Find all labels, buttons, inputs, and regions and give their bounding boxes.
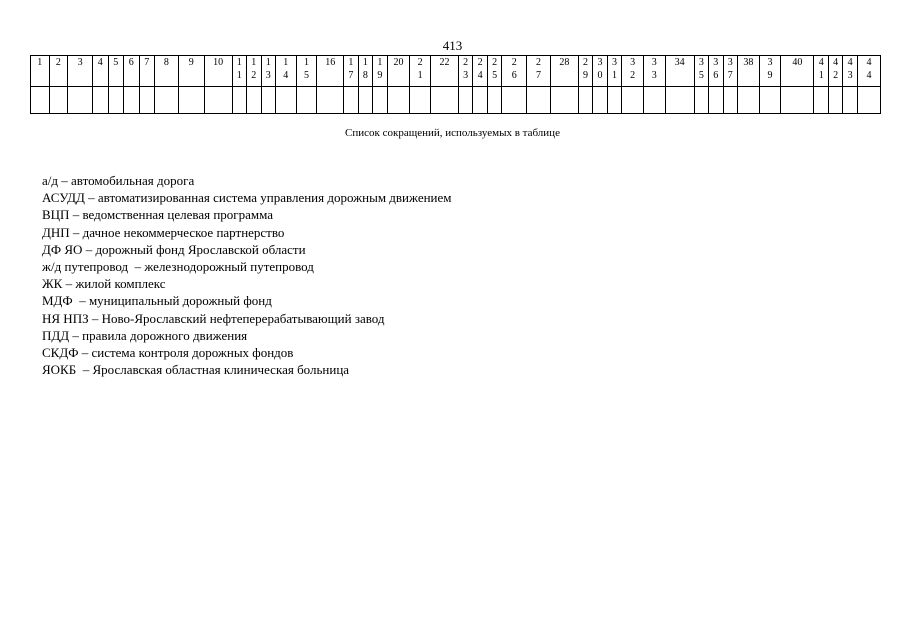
column-number-digit: 7 — [536, 70, 542, 81]
empty-cell — [458, 87, 472, 114]
column-number-digit: 4 — [833, 57, 839, 68]
column-number-cell — [458, 56, 472, 87]
column-number-digit: 3 — [651, 57, 657, 68]
column-number-digit: 2 — [477, 57, 483, 68]
empty-cell — [261, 87, 275, 114]
column-number-digit: 1 — [303, 57, 309, 68]
column-number-digit: 2 — [833, 70, 839, 81]
empty-cell — [502, 87, 527, 114]
empty-cell — [296, 87, 317, 114]
column-number-digit: 2 — [251, 70, 257, 81]
empty-cell — [622, 87, 644, 114]
column-number-digit: 2 — [511, 57, 517, 68]
empty-cell — [759, 87, 781, 114]
abbreviation-item: ЯОКБ – Ярославская областная клиническая больница — [42, 362, 350, 378]
empty-cell — [124, 87, 140, 114]
column-number-digit: 6 — [128, 57, 134, 68]
abbreviation-item: ЖК – жилой комплекс — [42, 276, 166, 292]
column-number-digit: 1 — [236, 57, 242, 68]
column-number-digit: 3 — [630, 57, 636, 68]
column-number-cell — [607, 56, 621, 87]
column-number-cell — [502, 56, 527, 87]
column-number-cell — [857, 56, 880, 87]
column-number-cell — [296, 56, 317, 87]
column-number-cell — [737, 56, 759, 87]
empty-cell — [139, 87, 155, 114]
column-number-cell — [68, 56, 93, 87]
empty-cell — [737, 87, 759, 114]
column-number-digit: 6 — [511, 70, 517, 81]
abbreviation-list — [42, 172, 452, 378]
column-number-digit: 1 — [818, 70, 824, 81]
empty-cell — [358, 87, 372, 114]
column-number-cell — [694, 56, 708, 87]
column-number-digit: 28 — [559, 57, 570, 68]
column-number-digit: 3 — [847, 70, 853, 81]
column-number-cell — [593, 56, 607, 87]
column-number-digit: 5 — [698, 70, 704, 81]
column-number-digit: 5 — [303, 70, 309, 81]
empty-cell — [527, 87, 551, 114]
abbreviation-item: СКДФ – система контроля дорожных фондов — [42, 345, 294, 361]
empty-cell — [814, 87, 828, 114]
empty-cell — [410, 87, 431, 114]
column-number-cell — [473, 56, 487, 87]
column-number-digit: 4 — [818, 57, 824, 68]
empty-data-row — [31, 87, 881, 114]
column-number-digit: 9 — [188, 57, 194, 68]
column-number-cell — [828, 56, 842, 87]
column-number-cell — [709, 56, 723, 87]
column-number-digit: 1 — [251, 57, 257, 68]
empty-cell — [204, 87, 232, 114]
column-number-cell — [387, 56, 410, 87]
column-number-digit: 0 — [597, 70, 603, 81]
column-number-digit: 4 — [866, 70, 872, 81]
column-number-digit: 1 — [362, 57, 368, 68]
column-number-cell — [622, 56, 644, 87]
empty-cell — [665, 87, 694, 114]
column-number-digit: 9 — [583, 70, 589, 81]
column-number-digit: 38 — [743, 57, 754, 68]
column-number-cell — [49, 56, 68, 87]
empty-cell — [49, 87, 68, 114]
empty-cell — [607, 87, 621, 114]
empty-cell — [373, 87, 387, 114]
column-number-digit: 7 — [144, 57, 150, 68]
column-number-cell — [814, 56, 828, 87]
column-number-digit: 40 — [792, 57, 803, 68]
empty-cell — [550, 87, 578, 114]
empty-cell — [643, 87, 665, 114]
column-number-digit: 8 — [362, 70, 368, 81]
column-number-digit: 2 — [630, 70, 636, 81]
empty-cell — [178, 87, 204, 114]
column-number-digit: 2 — [492, 57, 498, 68]
column-number-cell — [527, 56, 551, 87]
column-number-digit: 6 — [713, 70, 719, 81]
column-number-row — [31, 56, 881, 87]
column-number-digit: 3 — [77, 57, 83, 68]
empty-cell — [781, 87, 814, 114]
column-number-cell — [665, 56, 694, 87]
abbreviation-item: ПДД – правила дорожного движения — [42, 327, 248, 343]
column-number-digit: 4 — [97, 57, 103, 68]
empty-cell — [473, 87, 487, 114]
empty-cell — [843, 87, 857, 114]
column-number-digit: 2 — [583, 57, 589, 68]
column-number-cell — [275, 56, 296, 87]
column-number-cell — [93, 56, 109, 87]
abbreviation-item: ДФ ЯО – дорожный фонд Ярославской области — [42, 241, 306, 257]
column-number-cell — [108, 56, 124, 87]
column-number-digit: 4 — [866, 57, 872, 68]
empty-cell — [344, 87, 358, 114]
abbreviation-item: а/д – автомобильная дорога — [42, 173, 195, 188]
column-number-cell — [178, 56, 204, 87]
column-number-cell — [124, 56, 140, 87]
abbreviations-caption: Список сокращений, используемых в таблице — [345, 127, 560, 139]
column-number-cell — [487, 56, 501, 87]
abbreviation-item: МДФ – муниципальный дорожный фонд — [42, 293, 272, 309]
empty-cell — [857, 87, 880, 114]
column-number-digit: 34 — [674, 57, 685, 68]
column-number-cell — [31, 56, 50, 87]
empty-cell — [694, 87, 708, 114]
column-number-digit: 2 — [536, 57, 542, 68]
column-number-digit: 1 — [377, 57, 383, 68]
column-number-cell — [410, 56, 431, 87]
empty-cell — [709, 87, 723, 114]
column-number-cell — [759, 56, 781, 87]
column-number-digit: 1 — [611, 70, 617, 81]
column-number-digit: 2 — [55, 57, 61, 68]
column-number-digit: 3 — [698, 57, 704, 68]
empty-cell — [593, 87, 607, 114]
column-number-cell — [261, 56, 275, 87]
column-number-cell — [204, 56, 232, 87]
column-number-cell — [247, 56, 261, 87]
column-number-cell — [550, 56, 578, 87]
column-number-cell — [155, 56, 179, 87]
column-number-cell — [781, 56, 814, 87]
column-number-digit: 3 — [265, 70, 271, 81]
column-number-digit: 20 — [393, 57, 404, 68]
column-number-digit: 5 — [492, 70, 498, 81]
column-number-digit: 16 — [325, 57, 336, 68]
column-number-digit: 4 — [477, 70, 483, 81]
column-number-digit: 2 — [417, 57, 423, 68]
column-number-digit: 3 — [597, 57, 603, 68]
abbreviation-item: ДНП – дачное некоммерческое партнерство — [42, 224, 285, 240]
empty-cell — [31, 87, 50, 114]
column-number-digit: 3 — [611, 57, 617, 68]
column-number-cell — [358, 56, 372, 87]
column-number-cell — [431, 56, 459, 87]
column-number-cell — [578, 56, 592, 87]
column-number-digit: 7 — [348, 70, 354, 81]
empty-cell — [275, 87, 296, 114]
empty-cell — [487, 87, 501, 114]
empty-cell — [387, 87, 410, 114]
empty-cell — [578, 87, 592, 114]
column-number-cell — [344, 56, 358, 87]
column-number-digit: 1 — [417, 70, 423, 81]
empty-cell — [247, 87, 261, 114]
column-number-digit: 7 — [727, 70, 733, 81]
empty-cell — [431, 87, 459, 114]
empty-cell — [93, 87, 109, 114]
column-number-digit: 10 — [213, 57, 224, 68]
column-number-digit: 3 — [463, 70, 469, 81]
column-number-digit: 4 — [847, 57, 853, 68]
column-number-digit: 9 — [377, 70, 383, 81]
column-number-digit: 4 — [283, 70, 289, 81]
column-number-digit: 1 — [236, 70, 242, 81]
column-number-cell — [723, 56, 737, 87]
column-number-digit: 22 — [439, 57, 450, 68]
column-number-digit: 8 — [163, 57, 169, 68]
column-number-cell — [232, 56, 246, 87]
column-number-digit: 3 — [727, 57, 733, 68]
abbreviation-item: АСУДД – автоматизированная система управления дорожным движением — [42, 190, 452, 206]
column-number-digit: 5 — [113, 57, 119, 68]
column-number-digit: 1 — [348, 57, 354, 68]
abbreviation-item: ВЦП – ведомственная целевая программа — [42, 207, 274, 223]
empty-cell — [108, 87, 124, 114]
data-table — [30, 55, 881, 114]
empty-cell — [68, 87, 93, 114]
abbreviation-item: НЯ НПЗ – Ново-Ярославский нефтеперерабатывающий завод — [42, 310, 385, 326]
column-number-digit: 3 — [651, 70, 657, 81]
column-number-digit: 1 — [283, 57, 289, 68]
empty-cell — [828, 87, 842, 114]
empty-cell — [317, 87, 344, 114]
column-number-cell — [139, 56, 155, 87]
empty-cell — [155, 87, 179, 114]
empty-cell — [232, 87, 246, 114]
column-number-cell — [643, 56, 665, 87]
column-number-digit: 1 — [265, 57, 271, 68]
page-number: 413 — [442, 38, 463, 53]
column-number-digit: 2 — [463, 57, 469, 68]
abbreviation-item: ж/д путепровод – железнодорожный путепровод — [42, 259, 314, 275]
column-number-digit: 1 — [37, 57, 43, 68]
empty-cell — [723, 87, 737, 114]
column-number-cell — [373, 56, 387, 87]
column-number-digit: 3 — [713, 57, 719, 68]
column-number-cell — [843, 56, 857, 87]
column-number-cell — [317, 56, 344, 87]
column-number-digit: 3 — [767, 57, 773, 68]
column-number-digit: 9 — [767, 70, 773, 81]
